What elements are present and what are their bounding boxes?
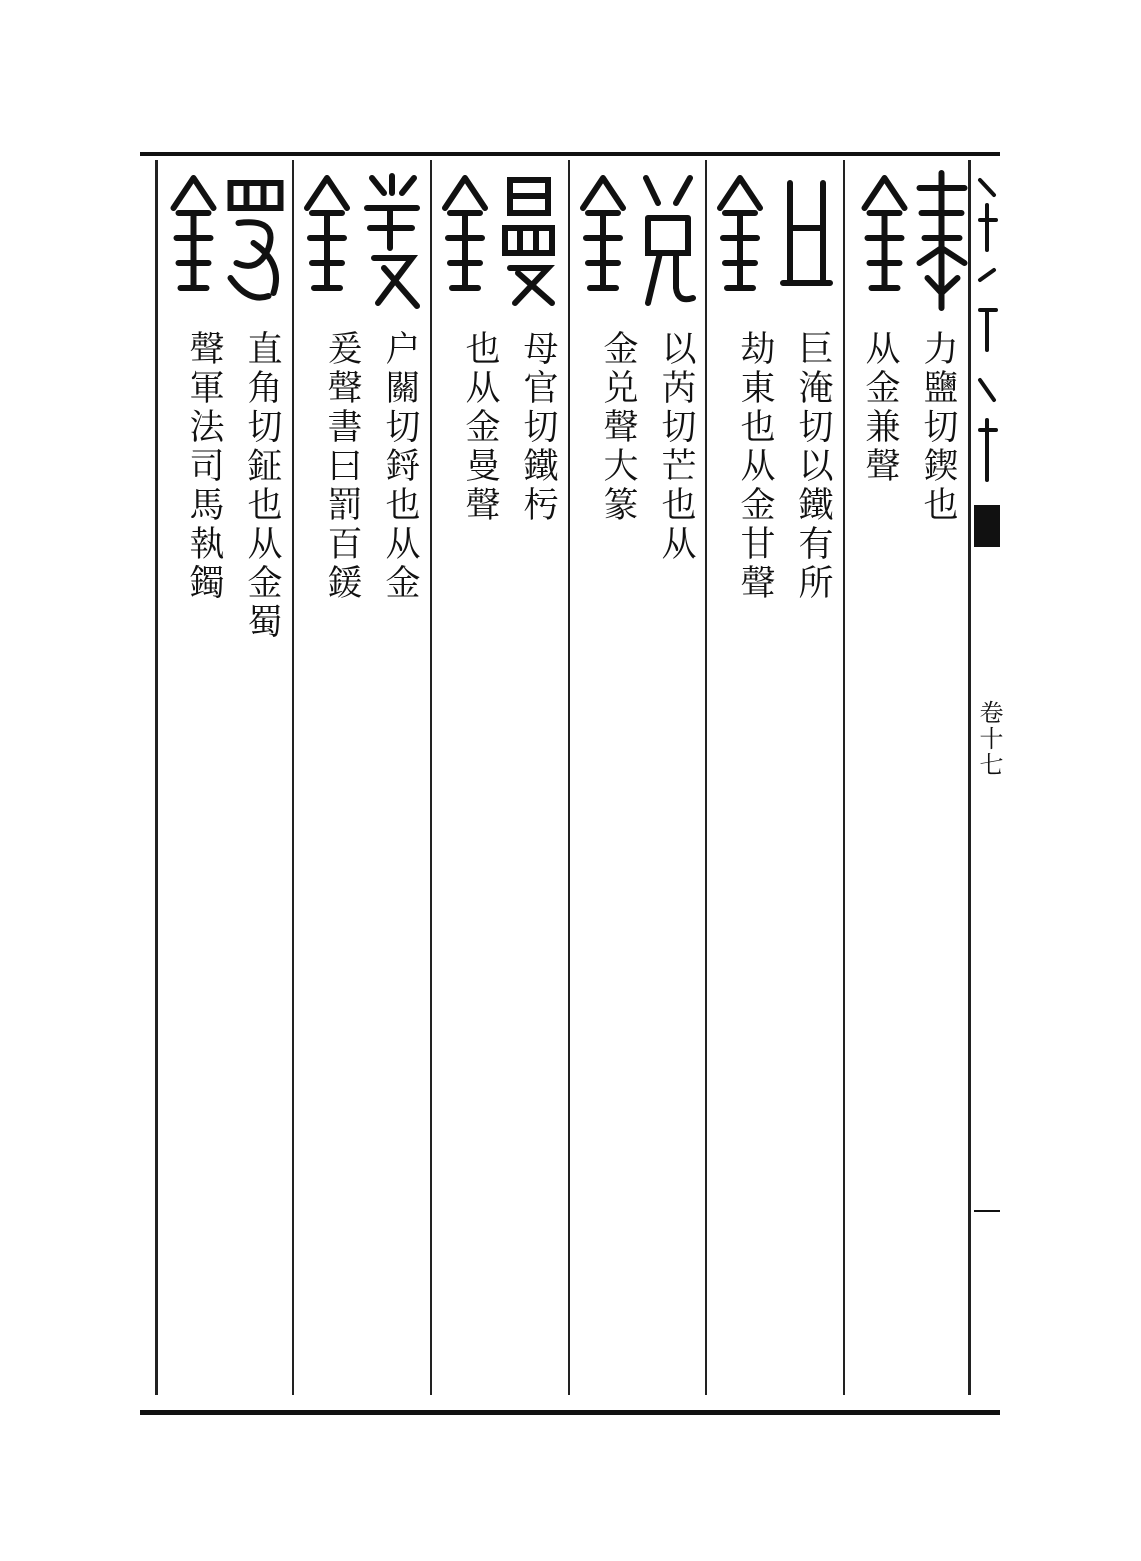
seal-character-icon: [705, 168, 843, 318]
entry-text-line: 直角切鉦也从金蜀: [242, 330, 282, 642]
seal-character-icon: [843, 168, 968, 318]
entry-text-line: 从金兼聲: [860, 330, 900, 486]
entry-text-line: 也从金曼聲: [460, 330, 500, 525]
entry-column: [568, 168, 706, 1388]
seal-character-icon: [292, 168, 430, 318]
entry-column: [843, 168, 968, 1388]
entry-text-line: 爰聲書曰罰百鍰: [322, 330, 362, 603]
entry-text-line: 金兑聲大篆: [598, 330, 638, 525]
entry-text-line: 巨淹切以鐵有所: [793, 330, 833, 603]
entry-column: [292, 168, 430, 1388]
entry-text-line: 户關切鋝也从金: [380, 330, 420, 603]
seal-character-icon: [430, 168, 568, 318]
entry-text-line: 以芮切芒也从: [656, 330, 696, 564]
entry-text-line: 力鹽切鍥也: [918, 330, 958, 525]
margin-tick-rule: [974, 1210, 1000, 1212]
volume-label: 卷十七: [975, 700, 1003, 778]
entry-column: [705, 168, 843, 1388]
seal-character-icon: [157, 168, 292, 318]
entry-text-line: 劫東也从金甘聲: [735, 330, 775, 603]
top-border-rule: [140, 152, 1000, 156]
entry-text-line: 聲軍法司馬執鐲: [184, 330, 224, 603]
entry-column: [157, 168, 292, 1388]
column-divider: [968, 160, 971, 1395]
margin-black-mark: [974, 505, 1000, 547]
seal-character-icon: [568, 168, 706, 318]
margin-title-fragment: [974, 160, 1000, 500]
bottom-border-rule: [140, 1410, 1000, 1415]
entry-column: [430, 168, 568, 1388]
entry-text-line: 母官切鐵杇: [518, 330, 558, 525]
